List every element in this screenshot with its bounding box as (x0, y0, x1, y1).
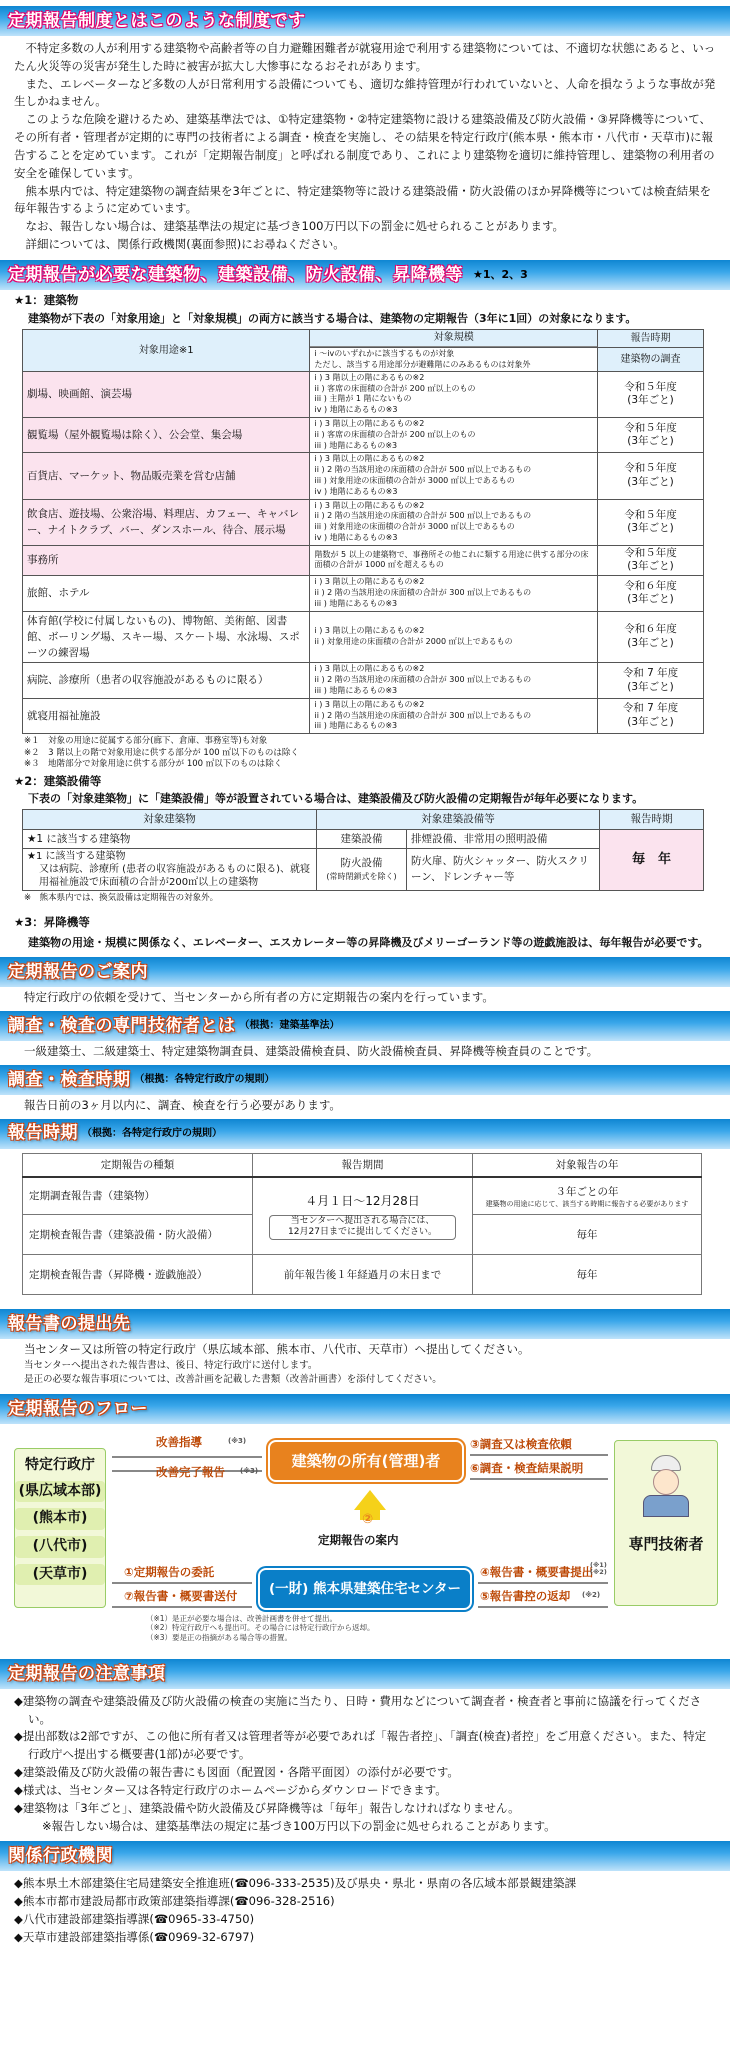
experts-text: 一級建築士、二級建築士、特定建築物調査員、建築設備検査員、防火設備検査員、昇降機等検査員のことです。 (24, 1044, 599, 1059)
section-header-inspection-timing: 調査・検査時期 （根拠：各特定行政庁の規則） (0, 1065, 730, 1095)
use-cell: 体育館(学校に付属しないもの)、博物館、美術館、図書館、ボーリング場、スキー場、スケート場、水泳場、スポーツの練習場 (23, 611, 310, 663)
subsection-buildings-heading: ★1：建築物 (14, 292, 79, 307)
paragraph: 不特定多数の人が利用する建築物や高齢者等の自力避難困難者が就寝用途で利用する建築物については、不適切な状態にあると、いったん火災等の災害が発生した時に被害が拡大し大惨事になるおそれがあります。 (14, 41, 716, 73)
inspection-timing-text: 報告日前の3ヶ月以内に、調査、検査を行う必要があります。 (24, 1097, 341, 1112)
list-item: ◆提出部数は2部ですが、この他に所有者又は管理者等が必要であれば「報告者控」、「調査(検査)者控」をご用意ください。また、特定行政庁へ提出する概要書(1部)が必要です。 (14, 1729, 707, 1762)
th-scope-sub: i 〜ivのいずれかに該当するものが対象 ただし、該当する用途部分が避難階にのみあるものは対象外 (310, 348, 597, 372)
subsection-equipment-heading: ★2：建築設備等 (14, 773, 102, 788)
section-header-guidance: 定期報告のご案内 (0, 957, 730, 987)
equipment-note: ※ 熊本県内では、換気設備は定期報告の対象外。 (24, 892, 219, 903)
list-item: ◆八代市建設部建築指導課(☎0965-33-4750) (14, 1911, 255, 1926)
scope-cell: i ) 3 階以上の階にあるもの※2 ii ) 2 階の当該用途の床面積の合計が 500 ㎡以上であるもの iii ) 対象用途の床面積の合計が 3000 ㎡以上であるもの iv ) 地階にあるもの※3 (310, 499, 597, 545)
notes-list (0, 1689, 730, 1836)
list-item: ◆熊本県土木部建築住宅局建築安全推進班(☎096-333-2535)及び県央・県北・県南の各広域本部景観建築課 (14, 1876, 577, 1891)
section-header-flow: 定期報告のフロー (0, 1394, 730, 1424)
gov-label: 特定行政庁 (25, 1456, 95, 1473)
section-header-notes: 定期報告の注意事項 (0, 1659, 730, 1689)
list-item: ◆天草市建設部建築指導係(☎0969-32-6797) (14, 1929, 255, 1944)
year-cell: 令和５年度 (3年ごと) (597, 545, 703, 575)
use-cell: 飲食店、遊技場、公衆浴場、料理店、カフェー、キャバレー、ナイトクラブ、バー、ダンスホール、待合、展示場 (23, 499, 310, 545)
paragraph: なお、報告しない場合は、建築基準法の規定に基づき100万円以下の罰金に処せられることがあります。 (25, 219, 565, 234)
expert-box (614, 1440, 718, 1606)
year-cell: 令和５年度 (3年ごと) (597, 499, 703, 545)
section-header-targets: 定期報告が必要な建築物、建築設備、防火設備、昇降機等 ★1、2、3 (0, 260, 730, 290)
use-cell: 百貨店、マーケット、物品販売業を営む店舗 (23, 453, 310, 499)
guidance-text: 特定行政庁の依頼を受けて、当センターから所有者の方に定期報告の案内を行っています。 (24, 990, 494, 1005)
table-row (23, 698, 704, 733)
year-cell: 令和 7 年度 (3年ごと) (597, 663, 703, 698)
use-cell: 就寝用福祉施設 (23, 698, 310, 733)
subsection-elevators-heading: ★3：昇降機等 (14, 915, 90, 930)
table-row (23, 453, 704, 499)
scope-cell: i ) 3 階以上の階にあるもの※2 ii ) 2 階の当該用途の床面積の合計が 300 ㎡以上であるもの iii ) 地階にあるもの※3 (310, 698, 597, 733)
year-cell: 令和６年度 (3年ごと) (597, 611, 703, 663)
table-row (23, 371, 704, 417)
expert-label: 専門技術者 (628, 1534, 704, 1553)
year-cell: 令和５年度 (3年ごと) (597, 453, 703, 499)
th-use: 対象用途※1 (23, 329, 310, 371)
buildings-description: 建築物が下表の「対象用途」と「対象規模」の両方に該当する場合は、建築物の定期報告（3年に1回）の対象になります。 (28, 311, 637, 325)
paragraph: 詳細については、関係行政機関(裏面参照)にお尋ねください。 (25, 236, 345, 251)
use-cell: 旅館、ホテル (23, 576, 310, 611)
owner-box: 建築物の所有(管理)者 (268, 1440, 464, 1482)
up-arrow (354, 1490, 386, 1510)
year-cell: 令和５年度 (3年ごと) (597, 418, 703, 453)
table-row (23, 499, 704, 545)
paragraph: 熊本県内では、特定建築物の調査結果を3年ごとに、特定建築物等に設ける建築設備・防火設備のほか昇降機等については検査結果を毎年報告するように定めています。 (14, 183, 712, 216)
table-row (23, 611, 704, 663)
worker-icon (641, 1455, 691, 1515)
equipment-table: 対象建築物 対象建築設備等 報告時期 ★1 に該当する建築物 建築設備 排煙設備、非常用の照明設備 毎 年 ★1 に該当する建築物 又は病院、診療所 (患者の収容施設があるものに限る)、就寝用福祉施設で床面積の合計が200㎡以上の建築物 防火設備 (常時閉鎖式を除く) 防火扉、防火シャッター、防火スクリーン、ドレンチャー等 (22, 809, 704, 891)
submission-text: 当センター又は所管の特定行政庁（県広域本部、熊本市、八代市、天草市）へ提出してください。 (24, 1342, 530, 1357)
year-cell: 令和 7 年度 (3年ごと) (597, 698, 703, 733)
elevators-description: 建築物の用途・規模に関係なく、エレベーター、エスカレーター等の昇降機及びメリーゴーランド等の遊戯施設は、毎年報告が必要です。 (28, 936, 709, 950)
gov-box: 特定行政庁 (県広域本部) (熊本市) (八代市) (天草市) (14, 1448, 106, 1608)
table-row (23, 418, 704, 453)
scope-cell: i ) 3 階以上の階にあるもの※2 ii ) 客席の床面積の合計が 200 ㎡以上のもの iii ) 主階が 1 階にないもの iv ) 地階にあるもの※3 (310, 371, 597, 417)
scope-cell: 階数が 5 以上の建築物で、事務所その他これに類する用途に供する部分の床面積の合計が 1000 ㎡を超えるもの (310, 545, 597, 575)
list-item: ◆様式は、当センター又は各特定行政庁のホームページからダウンロードできます。 (14, 1782, 447, 1797)
guide-label: 定期報告の案内 (318, 1532, 399, 1547)
report-timing-table: 定期報告の種類 報告期間 対象報告の年 定期調査報告書（建築物） ４月１日〜12月28日 当センターへ提出される場合には、 12月27日までに提出してください。 ３年ごとの年 建築物の用途に応じて、該当する時期に報告する必要があります 定期検査報告書（建築設備・防火設備） 毎年 定期検査報告書（昇降機・遊戯施設） 前年報告後１年経過月の末日まで 毎年 (22, 1153, 702, 1296)
section-header-submission: 報告書の提出先 (0, 1309, 730, 1339)
list-item: ◆建築設備及び防火設備の報告書にも図面（配置図・各階平面図）の添付が必要です。 (14, 1765, 459, 1780)
section-header-experts: 調査・検査の専門技術者とは （根拠：建築基準法） (0, 1011, 730, 1041)
flow-diagram: 特定行政庁 (県広域本部) (熊本市) (八代市) (天草市) 専門技術者 建築物の所有(管理)者 (一財) 熊本県建築住宅センター ② 定期報告の案内 改善指導 (※3) 改善完了報告 (※3) ③調査又は検査依頼 ⑥調査・検査結果説明 ①定期報告の委託 ⑦報告書・概要書送付 ④報告書・概要書提出 (※1) (※2) ⑤報告書控の返却 (※2) （※1）是正が必要な場合は、改善計画書を併せて提出。 （※2）特定行政庁へも提出可。その場合には特定行政庁から返却。 （※3）要是正の指摘がある場合等の措置。 (0, 1428, 730, 1643)
submission-note: 是正の必要な報告事項については、改善計画を記載した書類（改善計画書）を添付してください。 (24, 1373, 442, 1385)
flow-notes: （※1）是正が必要な場合は、改善計画書を併せて提出。 （※2）特定行政庁へも提出可。その場合には特定行政庁から返却。 （※3）要是正の指摘がある場合等の措置。 (146, 1613, 375, 1642)
use-cell: 観覧場（屋外観覧場は除く）、公会堂、集会場 (23, 418, 310, 453)
th-scope: 対象規模 (310, 329, 597, 348)
table-row (23, 545, 704, 575)
scope-cell: i ) 3 階以上の階にあるもの※2 ii ) 対象用途の床面積の合計が 2000 ㎡以上であるもの (310, 611, 597, 663)
table-row (23, 576, 704, 611)
scope-cell: i ) 3 階以上の階にあるもの※2 ii ) 2 階の当該用途の床面積の合計が 500 ㎡以上であるもの iii ) 対象用途の床面積の合計が 3000 ㎡以上であるもの iv ) 地階にあるもの※3 (310, 453, 597, 499)
list-item: ◆建築物の調査や建築設備及び防火設備の検査の実施に当たり、日時・費用などについて調査者・検査者と事前に協議を行ってください。 (14, 1693, 702, 1726)
buildings-notes: ※１ 対象の用途に従属する部分(廊下、倉庫、事務室等)も対象 ※２ 3 階以上の階で対象用途に供する部分が 100 ㎡以下のものは除く ※３ 地階部分で対象用途に供する部分が 100 ㎡以下のものは除く (24, 736, 299, 770)
table-row (23, 663, 704, 698)
th-time: 報告時期 (597, 329, 703, 348)
section-header-agencies: 関係行政機関 (0, 1841, 730, 1871)
list-item: ◆熊本市都市建設局都市政策部建築指導課(☎096-328-2516) (14, 1894, 335, 1909)
section-header-report-timing: 報告時期 （根拠：各特定行政庁の規則） (0, 1119, 730, 1149)
buildings-table (22, 329, 704, 734)
use-cell: 劇場、映画館、演芸場 (23, 371, 310, 417)
scope-cell: i ) 3 階以上の階にあるもの※2 ii ) 2 階の当該用途の床面積の合計が 300 ㎡以上であるもの iii ) 地階にあるもの※3 (310, 663, 597, 698)
scope-cell: i ) 3 階以上の階にあるもの※2 ii ) 客席の床面積の合計が 200 ㎡以上のもの iii ) 地階にあるもの※3 (310, 418, 597, 453)
paragraph: このような危険を避けるため、建築基準法では、①特定建築物・②特定建築物に設ける建築設備及び防火設備・③昇降機等について、その所有者・管理者が定期的に専門の技術者による調査・検査を実施し、その結果を特定行政庁(熊本県・熊本市・八代市・天草市)に報告することを定めています。これが「定期報告制度」と呼ばれる制度であり、これにより建築物を適切に維持管理し、建築物の利用者の安全を確保しています。 (14, 112, 715, 180)
year-cell: 令和６年度 (3年ごと) (597, 576, 703, 611)
guide-number: ② (362, 1511, 374, 1527)
scope-cell: i ) 3 階以上の階にあるもの※2 ii ) 2 階の当該用途の床面積の合計が 300 ㎡以上であるもの iii ) 地階にあるもの※3 (310, 576, 597, 611)
system-description (0, 36, 730, 256)
submission-note: 当センターへ提出された報告書は、後日、特定行政庁に送付します。 (24, 1360, 318, 1372)
paragraph: また、エレベーターなど多数の人が日常利用する設備についても、適切な維持管理が行われていないと、人命を損なうような事故が発生しかねません。 (14, 76, 716, 109)
th-time-sub: 建築物の調査 (597, 348, 703, 372)
use-cell: 病院、診療所（患者の収容施設があるものに限る） (23, 663, 310, 698)
year-cell: 令和５年度 (3年ごと) (597, 371, 703, 417)
penalty-note: ※報告しない場合は、建築基準法の規定に基づき100万円以下の罰金に処せられることがあります。 (42, 1818, 556, 1833)
center-box: (一財) 熊本県建築住宅センター (258, 1568, 472, 1610)
list-item: ◆建築物は「3年ごと」、建築設備や防火設備及び昇降機等は「毎年」報告しなければなりません。 (14, 1800, 520, 1815)
use-cell: 事務所 (23, 545, 310, 575)
section-header-system: 定期報告制度とはこのような制度です (0, 6, 730, 36)
equipment-description: 下表の「対象建築物」に「建築設備」等が設置されている場合は、建築設備及び防火設備の定期報告が毎年必要になります。 (28, 792, 644, 806)
agencies-list (0, 1871, 730, 1946)
